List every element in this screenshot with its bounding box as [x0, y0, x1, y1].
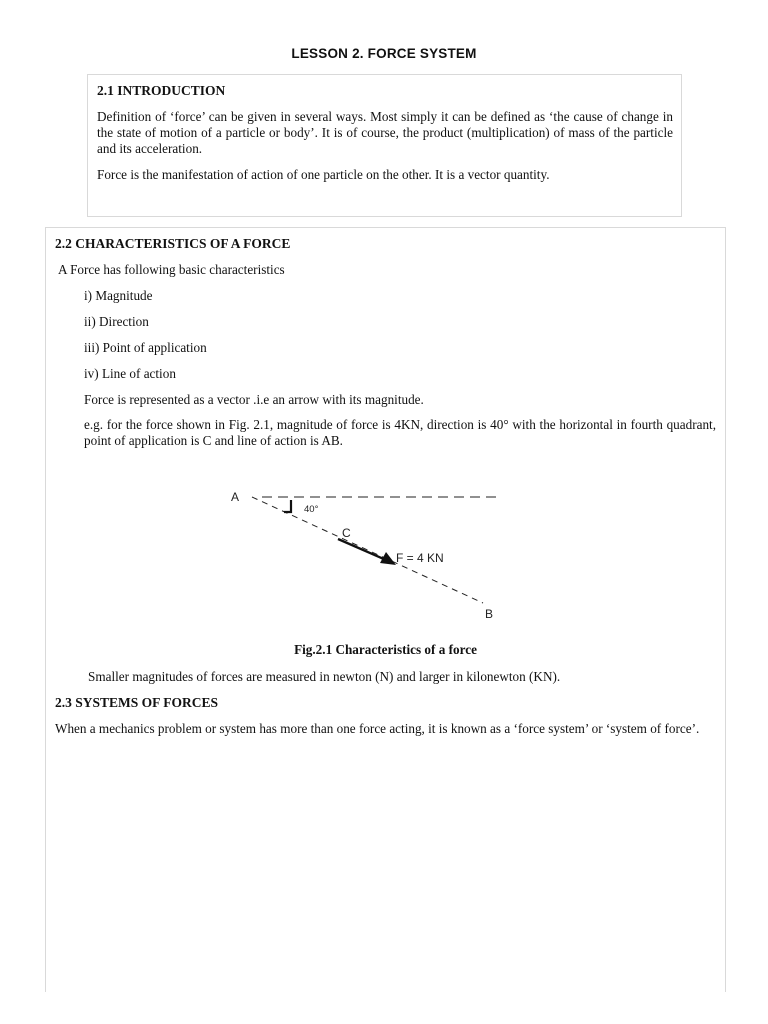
- point-b-label: B: [485, 607, 494, 621]
- introduction-paragraph-1: Definition of ‘force’ can be given in several ways. Most simply it can be defined as ‘the cause of change in the state of motion of a particle or body’. It is of course, the product (multiplication) of mass of the particle and its acceleration.: [97, 109, 673, 156]
- force-vector-shaft: [338, 539, 386, 560]
- units-note: Smaller magnitudes of forces are measured in newton (N) and larger in kilonewton (KN).: [88, 669, 561, 684]
- list-item-magnitude: i) Magnitude: [84, 288, 153, 303]
- figure-caption: Fig.2.1 Characteristics of a force: [294, 642, 477, 657]
- introduction-paragraph-2: Force is the manifestation of action of one particle on the other. It is a vector quantity.: [97, 167, 550, 182]
- page-title: LESSON 2. FORCE SYSTEM: [291, 46, 477, 61]
- angle-label: 40°: [304, 504, 319, 515]
- list-item-direction: ii) Direction: [84, 314, 149, 329]
- systems-paragraph: When a mechanics problem or system has more than one force acting, it is known as a ‘force system’ or ‘system of force’.: [55, 721, 700, 736]
- force-magnitude-label: F = 4 KN: [396, 551, 444, 565]
- section-heading-systems: 2.3 SYSTEMS OF FORCES: [55, 695, 219, 710]
- vector-note: Force is represented as a vector .i.e an arrow with its magnitude.: [84, 392, 424, 407]
- section-heading-characteristics: 2.2 CHARACTERISTICS OF A FORCE: [55, 236, 291, 251]
- characteristics-lead: A Force has following basic characteristics: [58, 262, 285, 277]
- angle-arc: [284, 500, 291, 512]
- list-item-point-of-application: iii) Point of application: [84, 340, 207, 355]
- section-heading-introduction: 2.1 INTRODUCTION: [97, 83, 226, 98]
- point-c-label: C: [342, 526, 351, 540]
- list-item-line-of-action: iv) Line of action: [84, 366, 176, 381]
- point-a-label: A: [231, 490, 240, 504]
- example-paragraph: e.g. for the force shown in Fig. 2.1, magnitude of force is 4KN, direction is 40° with the horizontal in fourth quadrant, point of application is C and line of action is AB.: [84, 417, 716, 448]
